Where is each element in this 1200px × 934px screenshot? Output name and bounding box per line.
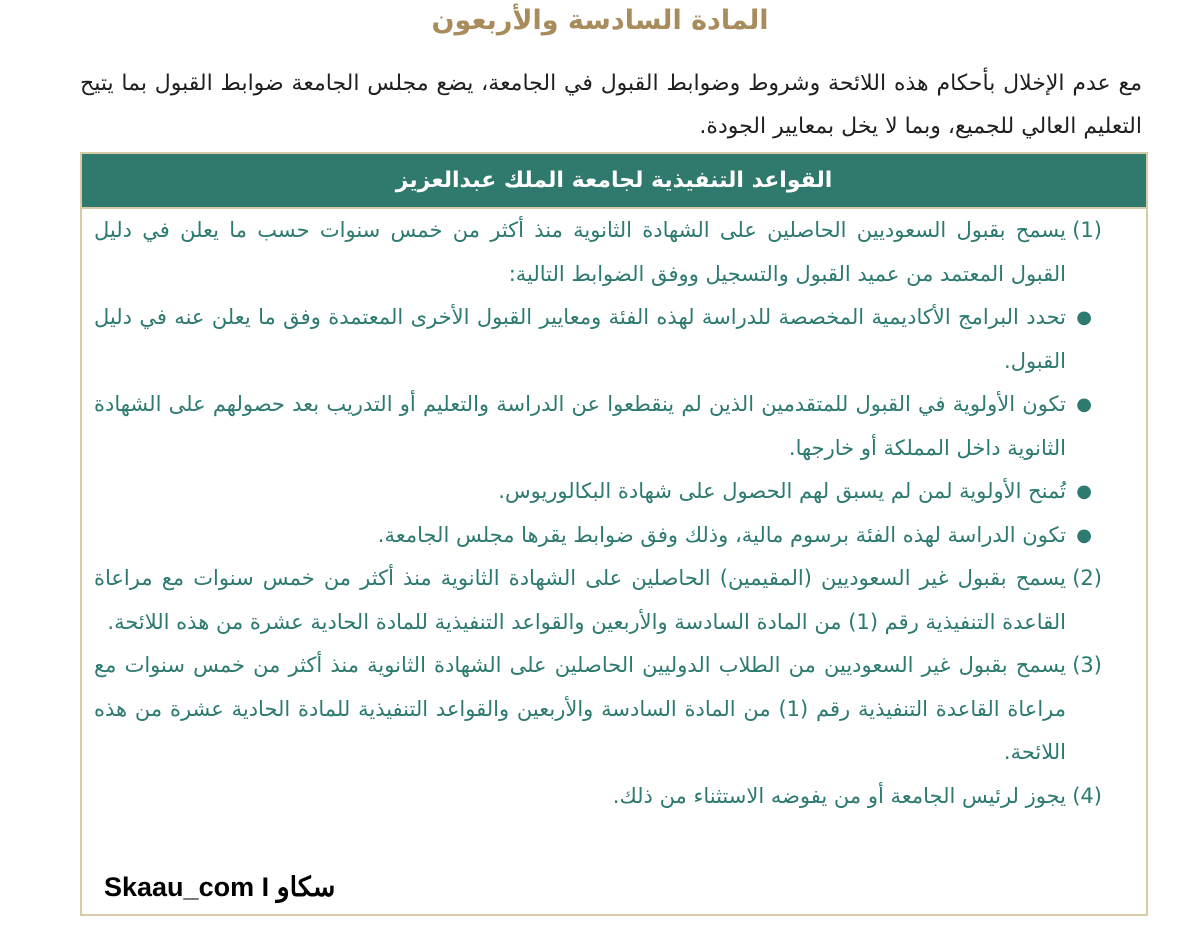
executive-rules-header: القواعد التنفيذية لجامعة الملك عبدالعزيز	[82, 154, 1146, 209]
bullet-text: تكون الأولوية في القبول للمتقدمين الذين لم ينقطعوا عن الدراسة والتعليم أو التدريب بعد حصولهم على الشهادة الثانوية داخل المملكة أو خارجها.	[94, 392, 1066, 460]
rule-number: (1)	[1072, 218, 1102, 242]
rule-3	[94, 644, 1102, 775]
rules-list	[82, 209, 1146, 818]
bullet-item	[94, 383, 1102, 470]
bullet-text: تُمنح الأولوية لمن لم يسبق لهم الحصول على شهادة البكالوريوس.	[498, 479, 1066, 503]
bullet-text: تكون الدراسة لهذه الفئة برسوم مالية، وذلك وفق ضوابط يقرها مجلس الجامعة.	[377, 522, 1066, 547]
article-title: المادة السادسة والأربعون	[431, 5, 769, 36]
rule-text: يسمح بقبول غير السعوديين (المقيمين) الحاصلين على الشهادة الثانوية منذ أكثر من خمس سنوات مع مراعاة القاعدة التنفيذية رقم (1) من المادة السادسة والأربعين والقواعد التنفيذية للمادة الحادية عشرة من هذه اللائحة.	[94, 566, 1066, 634]
executive-rules-box	[80, 152, 1148, 916]
rule-text: يسمح بقبول السعوديين الحاصلين على الشهادة الثانوية منذ أكثر من خمس سنوات حسب ما يعلن في دليل القبول المعتمد من عميد القبول والتسجيل ووفق الضوابط التالية:	[94, 218, 1066, 286]
bullet-text: تحدد البرامج الأكاديمية المخصصة للدراسة لهذه الفئة ومعايير القبول الأخرى المعتمدة وفق ما يعلن عنه في دليل القبول.	[94, 305, 1066, 373]
bullet-dot-icon: ●	[1076, 481, 1092, 502]
rule-number: (4)	[1072, 783, 1102, 808]
bullet-item	[94, 470, 1102, 514]
article-intro	[80, 62, 1142, 148]
rule-text: يجوز لرئيس الجامعة أو من يفوضه الاستثناء من ذلك.	[612, 783, 1066, 808]
rule-number: (2)	[1072, 566, 1102, 590]
rule-1	[94, 209, 1102, 296]
rule-1-bullets	[94, 296, 1102, 557]
watermark: Skaau_com I سكاو	[104, 872, 336, 902]
bullet-dot-icon: ●	[1076, 394, 1092, 415]
bullet-dot-icon: ●	[1076, 524, 1092, 546]
rule-number: (3)	[1072, 653, 1102, 677]
intro-paragraph: مع عدم الإخلال بأحكام هذه اللائحة وشروط وضوابط القبول في الجامعة، يضع مجلس الجامعة ضوابط القبول بما يتيح التعليم العالي للجميع، وبما لا يخل بمعايير الجودة.	[80, 71, 1142, 139]
bullet-item	[94, 296, 1102, 383]
bullet-dot-icon: ●	[1076, 307, 1092, 328]
rule-text: يسمح بقبول غير السعوديين من الطلاب الدوليين الحاصلين على الشهادة الثانوية منذ أكثر من خمس سنوات مع مراعاة القاعدة التنفيذية رقم (1) من المادة السادسة والأربعين والقواعد التنفيذية للمادة الحادية عشرة من هذه اللائحة.	[94, 653, 1066, 764]
rule-2	[94, 557, 1102, 644]
rule-4	[94, 775, 1102, 819]
bullet-item	[94, 514, 1102, 558]
